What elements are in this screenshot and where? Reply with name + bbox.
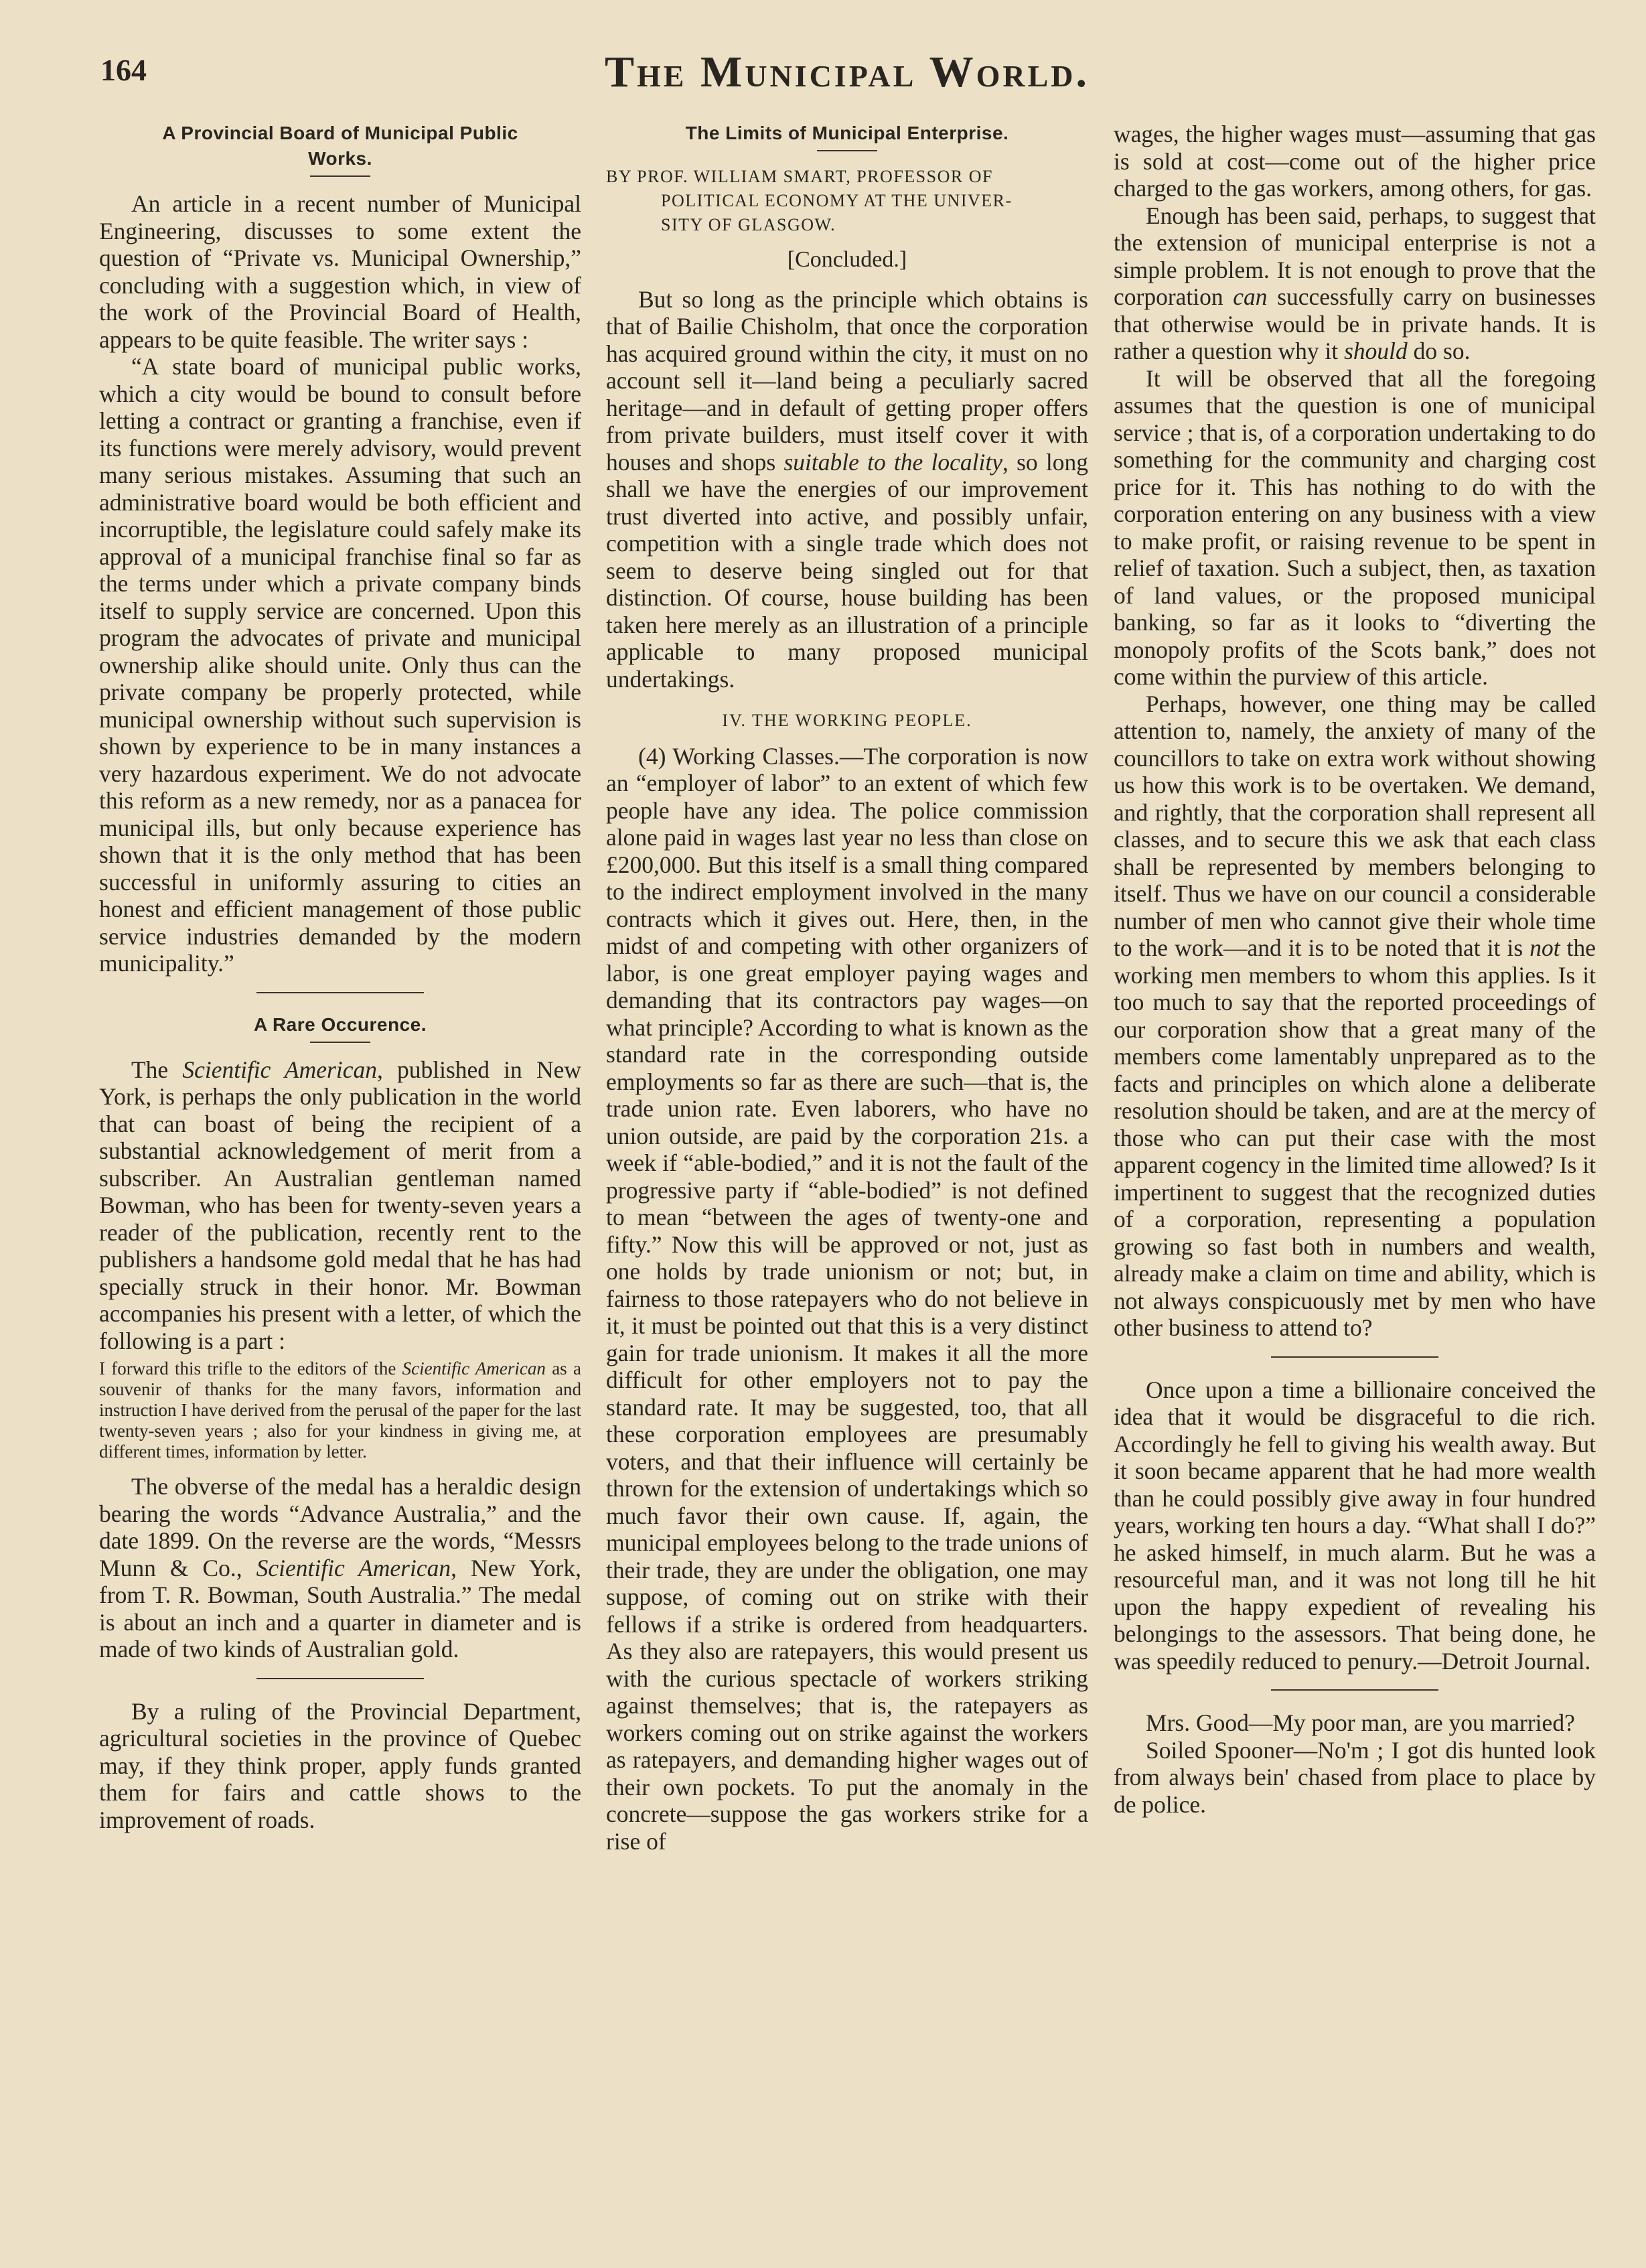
- article-title-limits-municipal-enterprise: The Limits of Municipal Enterprise.: [685, 123, 1009, 143]
- article-paragraph: It will be observed that all the foregoing assumes that the question is one of municipal service ; that is, of a corporation undertaking to do something for the community and charging cost price for it. This has nothing to do with the corporation entering on any business with a view to make profit, or raising revenue to be spent in relief of taxation. Such a subject, then, as taxation of land values, or the proposed municipal banking, so far as it looks to “diverting the monopoly profits of the Scots bank,” does not come within the purview of this article.: [1114, 364, 1596, 690]
- article-paragraph: Mrs. Good—My poor man, are you married?: [1146, 1709, 1575, 1736]
- article-title-line: Works.: [308, 148, 372, 169]
- article-paragraph: The obverse of the medal has a heraldic design bearing the words “Advance Australia,” and the date 1899. On the reverse are the words, “Messrs Munn & Co., Scientific American, New York, from T. R. Bowman, South Australia.” The medal is about an inch and a quarter in diameter and is made of two kinds of Australian gold.: [99, 1473, 581, 1662]
- column-2: [606, 121, 1088, 1855]
- article-byline: BY PROF. WILLIAM SMART, PROFESSOR OF POLITICAL ECONOMY AT THE UNIVER- SITY OF GLASGOW.: [606, 167, 1013, 234]
- article-paragraph: Enough has been said, perhaps, to suggest that the extension of municipal enterprise is not a simple problem. It is not enough to prove that the corporation can successfully carry on businesses that otherwise would be in private hands. It is rather a question why it should do so.: [1114, 202, 1596, 364]
- article-quote: “A state board of municipal public works, which a city would be bound to consult before letting a contract or granting a franchise, even if its functions were merely advisory, would prevent many serious mistakes. Assuming that such an administrative board would be both efficient and incorruptible, the legislature could safely make its approval of a municipal franchise final so far as the terms under which a private company binds itself to supply service are concerned. Upon this program the advocates of private and municipal ownership alike should unite. Only thus can the private company be properly protected, while municipal ownership without such supervision is shown by experience to be in many instances a very hazardous experiment. We do not advocate this reform as a new remedy, nor as a panacea for municipal ills, but only because experience has shown that it is the only method that has been successful in uniformly assuring to cities an honest and efficient management of those public service industries demanded by the modern municipality.”: [99, 353, 581, 977]
- article-paragraph: (4) Working Classes.—The corporation is now an “employer of labor” to an extent of which few people have any idea. The police commission alone paid in wages last year no less than close on £200,000. But this itself is a small thing compared to the indirect employment involved in the many contracts which it gives out. Here, then, in the midst of and competing with other organizers of labor, is one great employer paying wages and demanding that its contractors pay wages—on what principle? According to what is known as the standard rate in the corresponding outside employments so far as there are such—that is, the trade union rate. Even laborers, who have no union outside, are paid by the corporation 21s. a week if “able-bodied,” and it is not the fault of the progressive party if “able-bodied” is not defined to mean “between the ages of twenty-one and fifty.” Now this will be approved or not, just as one holds by trade unionism or not; but, in fairness to those ratepayers who do not believe in it, it must be pointed out that this is a very distinct gain for trade unionism. It makes it all the more difficult for other employers not to pay the standard rate. It may be suggested, too, that all these corporation employees are presumably voters, and that their influence will certainly be thrown for the extension of undertakings which so much favor their own cause. If, again, the municipal employees belong to the trade unions of their trade, they are under the obligation, one may suppose, of coming out on strike with their fellows if a strike is ordered from headquarters. As they also are ratepayers, this would present us with the curious spectacle of workers striking against themselves; that is, the ratepayers as workers coming out on strike against the workers as ratepayers, and demanding higher wages out of their own pockets. To put the anomaly in the concrete—suppose the gas workers strike for a rise of: [606, 742, 1088, 1855]
- article-paragraph: By a ruling of the Provincial Department, agricultural societies in the province of Quebec may, if they think proper, apply funds granted them for fairs and cattle shows to the improvement of roads.: [99, 1697, 581, 1833]
- page-number: 164: [100, 53, 147, 87]
- column-3: [1114, 121, 1596, 1818]
- article-paragraph: Perhaps, however, one thing may be called attention to, namely, the anxiety of many of the councillors to take on extra work without showing us how this work is to be overtaken. We demand, and rightly, that the corporation shall represent all classes, and to secure this we ask that each class shall be represented by members belonging to itself. Thus we have on our council a considerable number of men who cannot give their whole time to the work—and it is to be noted that it is not the working men members to whom this applies. Is it too much to say that the reported proceedings of our corporation show that a great many of the members come lamentably unprepared as to the facts and principles on which alone a deliberate resolution should be taken, and are at the mercy of those who can put their case with the most apparent cogency in the limited time allowed? Is it impertinent to suggest that the recognized duties of a corporation, representing a population growing so fast both in numbers and wealth, already make a claim on time and ability, which is not always conspicuously met by men who have other business to attend to?: [1114, 690, 1596, 1341]
- title-rule: [310, 175, 370, 177]
- article-title-line: A Provincial Board of Municipal Public: [162, 123, 518, 143]
- article-title-rare-occurence: A Rare Occurence.: [253, 1013, 427, 1035]
- article-title-provincial-board: [99, 121, 581, 171]
- article-paragraph: Soiled Spooner—No'm ; I got dis hunted look from always bein' chased from place to place by de police.: [1114, 1736, 1596, 1818]
- article-paragraph: But so long as the principle which obtains is that of Bailie Chisholm, that once the corporation has acquired ground within the city, it must on no account sell it—land being a peculiarly sacred heritage—and in default of getting proper offers from private builders, must itself cover it with houses and shops suitable to the locality, so long shall we have the energies of our improvement trust diverted into active, and possibly unfair, competition with a single trade which does not seem to deserve being singled out for that distinction. Of course, house building has been taken here merely as an illustration of a principle applicable to many proposed municipal undertakings.: [606, 285, 1089, 693]
- section-rule: [256, 1678, 424, 1679]
- letter-excerpt: I forward this trifle to the editors of the Scientific American as a souvenir of thanks for the many favors, information and instruction I have derived from the perusal of the paper for the last twenty-seven years ; also for your kindness in giving me, at different times, information by letter.: [99, 1358, 581, 1462]
- title-rule: [310, 1042, 370, 1043]
- concluded-note: [Concluded.]: [787, 247, 907, 272]
- page-header: [100, 47, 1594, 107]
- section-subhead: IV. THE WORKING PEOPLE.: [722, 711, 972, 730]
- section-rule: [1271, 1689, 1438, 1691]
- column-1: [99, 121, 581, 1833]
- section-rule: [1271, 1356, 1438, 1358]
- article-paragraph: wages, the higher wages must—assuming that gas is sold at cost—come out of the higher price charged to the gas workers, among others, for gas.: [1114, 121, 1596, 202]
- masthead: The Municipal World.: [604, 48, 1090, 96]
- article-paragraph: An article in a recent number of Municipal Engineering, discusses to some extent the question of “Private vs. Municipal Ownership,” concluding with a suggestion which, in view of the work of the Provincial Board of Health, appears to be quite feasible. The writer says :: [99, 190, 581, 353]
- section-rule: [256, 992, 424, 993]
- article-paragraph: Once upon a time a billionaire conceived the idea that it would be disgraceful to die rich. Accordingly he fell to giving his wealth away. But it soon became apparent that he had more wealth than he could possibly give away in four hundred years, working ten hours a day. “What shall I do?” he asked himself, in much alarm. But he was a resourceful man, and it was not long till he hit upon the happy expedient of revealing his belongings to the assessors. That being done, he was speedily reduced to penury.—Detroit Journal.: [1114, 1376, 1596, 1675]
- article-paragraph: The Scientific American, published in New York, is perhaps the only publication in the world that can boast of being the recipient of a substantial acknowledgement of merit from a subscriber. An Australian gentleman named Bowman, who has been for twenty-seven years a reader of the publication, recently rent to the publishers a handsome gold medal that he has had specially struck in their honor. Mr. Bowman accompanies his present with a letter, of which the following is a part :: [99, 1056, 581, 1354]
- title-rule: [817, 150, 877, 151]
